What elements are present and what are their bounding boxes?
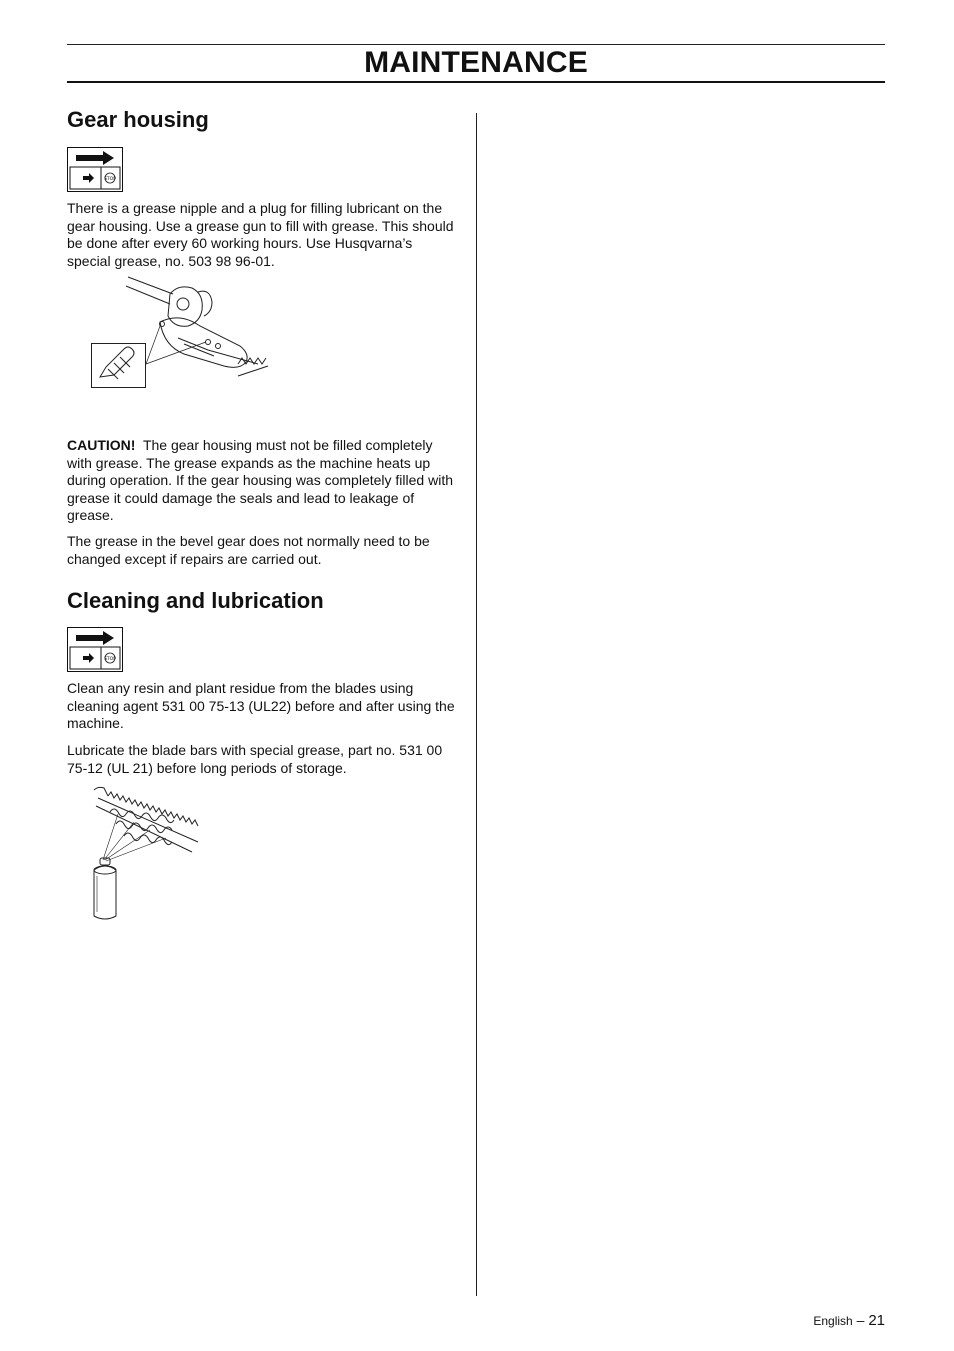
stop-engine-arrow-icon (67, 627, 123, 672)
header-bottom-rule (67, 81, 885, 83)
cleaning-paragraph-2: Lubricate the blade bars with special grease, part no. 531 00 75-12 (UL 21) before long periods of storage. (67, 742, 443, 776)
footer-language: English (813, 1314, 853, 1328)
page-title: MAINTENANCE (364, 46, 588, 79)
gear-housing-paragraph-2: The grease in the bevel gear does not normally need to be changed except if repairs are carried out. (67, 533, 430, 567)
footer-separator: – (856, 1312, 865, 1328)
gear-housing-caution (67, 437, 459, 525)
caution-text: The gear housing must not be filled completely with grease. The grease expands as the machine heats up during operation. If the gear housing was completely filled with grease it could damage the seals and lead to leakage of grease. (67, 437, 453, 523)
svg-text:STOP: STOP (104, 177, 116, 182)
gear-housing-grease-gun-illustration (88, 272, 278, 392)
section-heading-gear-housing: Gear housing (67, 107, 209, 132)
stop-engine-arrow-icon (67, 147, 123, 192)
cleaning-paragraph-1: Clean any resin and plant residue from the blades using cleaning agent 531 00 75-13 (UL22) before and after using the machine. (67, 680, 455, 731)
section-heading-cleaning: Cleaning and lubrication (67, 588, 324, 613)
svg-text:STOP: STOP (104, 657, 116, 662)
caution-label: CAUTION! (67, 437, 136, 453)
column-divider (476, 113, 477, 1296)
page-number: 21 (868, 1312, 885, 1329)
blade-spray-can-illustration (86, 784, 211, 924)
gear-housing-paragraph-1: There is a grease nipple and a plug for filling lubricant on the gear housing. Use a grease gun to fill with grease. This should be done after every 60 working hours. Use Husqvarna’s special grease, no. 503 98 96-01. (67, 200, 454, 269)
page-footer (813, 1311, 885, 1330)
